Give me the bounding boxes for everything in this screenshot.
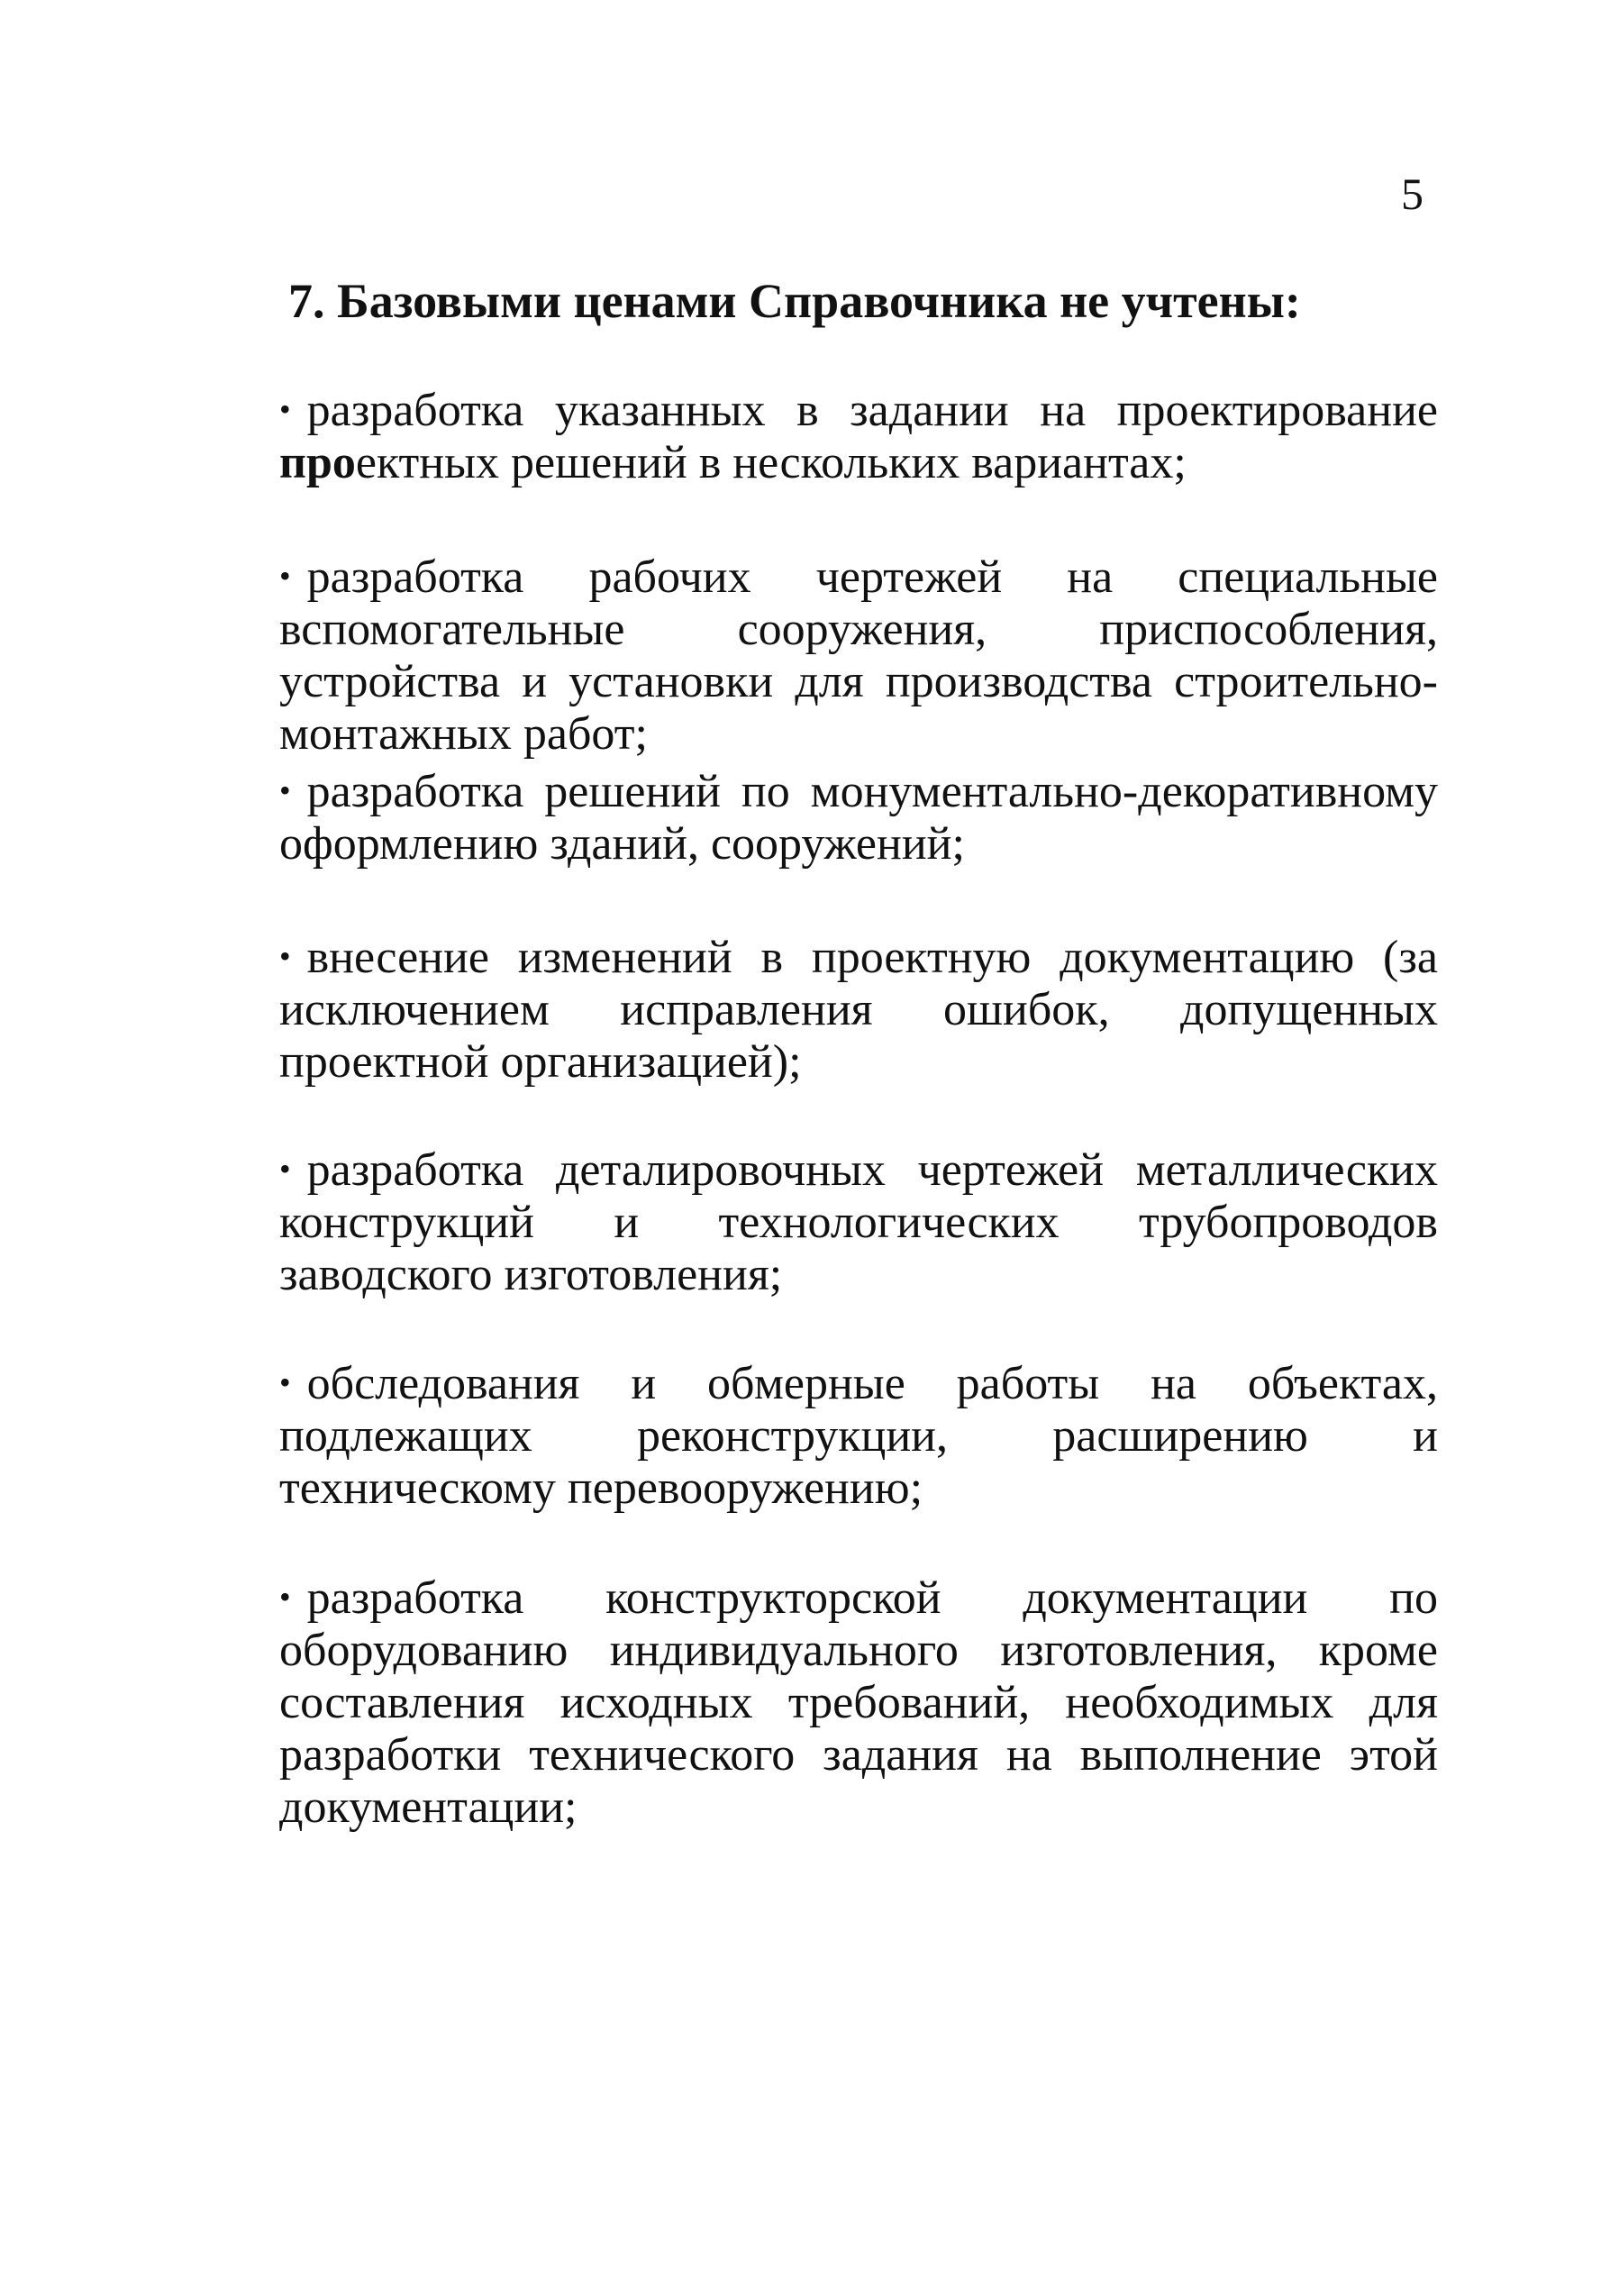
bullet-icon: • <box>279 558 291 594</box>
list-item-text: разработка указанных в задании на проектирование <box>306 385 1438 436</box>
list-item <box>279 550 1438 761</box>
list-item <box>279 1356 1438 1515</box>
list-item-text: разработка деталировочных чертежей металлических конструкций и технологических трубопроводов заводского изготовления; <box>279 1144 1438 1300</box>
list-item-text: разработка рабочих чертежей на специальные вспомогательные сооружения, приспособления, устройства и установки для производства строительно-монтажных работ; <box>279 551 1438 760</box>
list-item <box>279 930 1438 1089</box>
bullet-icon: • <box>279 1151 291 1187</box>
bullet-icon: • <box>279 772 291 808</box>
list-item-text: обследования и обмерные работы на объектах, подлежащих реконструкции, расширению и техническому перевооружению; <box>279 1358 1438 1514</box>
bullet-icon: • <box>279 391 291 427</box>
list-item <box>279 1571 1438 1834</box>
bullet-icon: • <box>279 1579 291 1615</box>
section-heading: 7. Базовыми ценами Справочника не учтены: <box>288 274 1301 328</box>
list-item-text: внесение изменений в проектную документацию (за исключением исправления ошибок, допущенных проектной организацией); <box>279 932 1438 1088</box>
list-item-text-bold: про <box>279 437 356 488</box>
bullet-icon: • <box>279 938 291 974</box>
list-item-text: ектных решений в нескольких вариантах; <box>355 437 1187 488</box>
list-item <box>279 383 1438 489</box>
bullet-icon: • <box>279 1364 291 1400</box>
list-item-text: разработка конструкторской документации по оборудованию индивидуального изготовления, кроме составления исходных требований, необходимых для разработки технического задания на выполнение этой документации; <box>279 1572 1438 1833</box>
list-item <box>279 764 1438 870</box>
page-number: 5 <box>1401 169 1424 219</box>
list-item <box>279 1143 1438 1301</box>
list-item-text: разработка решений по монументально-декоративному оформлению зданий, сооружений; <box>279 766 1438 870</box>
